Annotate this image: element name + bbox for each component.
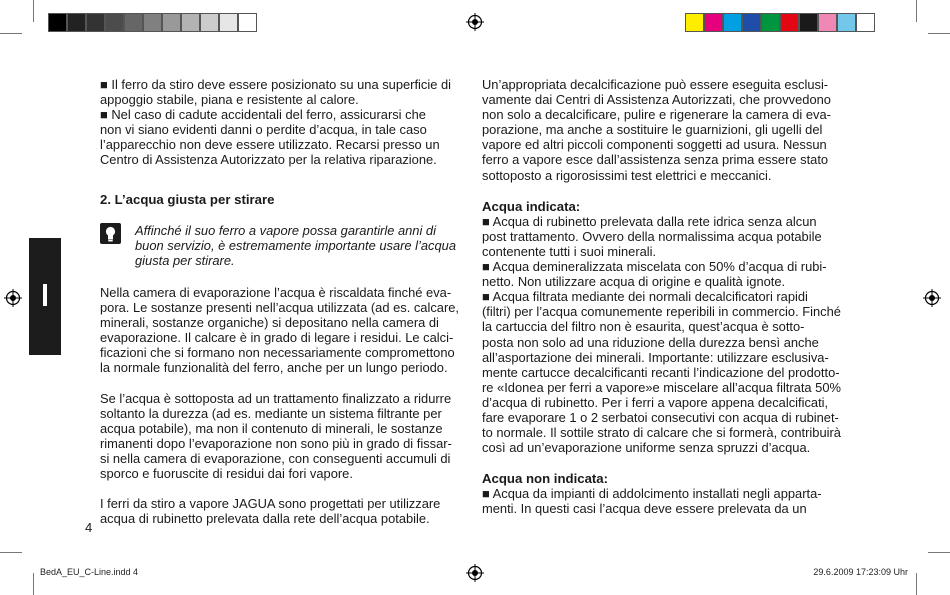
tab-bar-glyph	[43, 284, 47, 306]
text-line: vamente dai Centri di Assistenza Autorizzati, che provvedono	[482, 92, 831, 108]
text-line: vapore ed altri piccoli componenti soggetti ad usura. Nessun	[482, 137, 827, 153]
color-swatch	[48, 13, 67, 32]
text-line: buon servizio, è estremamente importante usare l’acqua	[135, 237, 457, 253]
color-calibration-strip	[685, 13, 875, 32]
text-line: (filtri) per l’acqua comunemente reperibili in commercio. Finché	[482, 304, 841, 320]
intro-paragraph	[100, 77, 470, 168]
registration-mark-icon	[466, 13, 484, 31]
crop-mark	[33, 0, 34, 22]
text-line: sottoposto a rigorosissimi test elettrici e meccanici.	[482, 167, 772, 183]
left-column	[100, 77, 470, 526]
crop-mark	[928, 552, 950, 553]
registration-mark-icon	[466, 564, 484, 582]
language-tab-marker	[29, 238, 61, 355]
text-line: così ad un’evaporazione uniforme senza spruzzi d’acqua.	[482, 440, 811, 456]
not-indicated-water-heading: Acqua non indicata:	[482, 471, 609, 487]
crop-mark	[916, 0, 917, 22]
text-line: rimanenti dopo l’evaporazione non sono più in grado di fissar-	[100, 435, 452, 451]
crop-mark	[0, 33, 22, 34]
color-swatch	[704, 13, 723, 32]
grayscale-calibration-strip	[48, 13, 257, 32]
right-column	[482, 77, 854, 517]
text-line: I ferri da stiro a vapore JAGUA sono progettati per utilizzare	[100, 496, 441, 512]
text-line: giusta per stirare.	[135, 252, 235, 268]
text-line: sporco e fuoruscite di residui dai fori vapore.	[100, 465, 353, 481]
indicated-water-heading: Acqua indicata:	[482, 198, 581, 214]
text-line: Un’appropriata decalcificazione può essere eseguita esclusi-	[482, 77, 829, 92]
text-line: all’asportazione dei minerali. Importante: utilizzare esclusiva-	[482, 349, 829, 365]
text-line: Se l’acqua è sottoposta ad un trattamento finalizzato a ridurre	[100, 390, 452, 406]
section-heading: 2. L’acqua giusta per stirare	[100, 191, 275, 207]
color-swatch	[742, 13, 761, 32]
text-line: re «Idonea per ferri a vapore»e miscelare all’acqua filtrata 50%	[482, 379, 841, 395]
text-line: ■ Acqua di rubinetto prelevata dalla rete idrica senza alcun	[482, 213, 817, 229]
text-line: evaporazione. Il calcare è in grado di legare i residui. Le calci-	[100, 330, 454, 346]
text-line: ferro a vapore esce dall’assistenza senza prima essere stato	[482, 152, 829, 168]
color-swatch	[238, 13, 257, 32]
color-swatch	[181, 13, 200, 32]
footer-file-name: BedA_EU_C-Line.indd 4	[40, 567, 139, 577]
color-swatch	[837, 13, 856, 32]
text-line: contenente tutti i suoi minerali.	[482, 243, 657, 259]
tip-text	[100, 223, 470, 268]
color-swatch	[723, 13, 742, 32]
treatment-paragraph	[100, 391, 470, 482]
page-number: 4	[85, 520, 93, 535]
text-line: posta non solo ad una riduzione della durezza bensì anche	[482, 334, 819, 350]
footer-timestamp: 29.6.2009 17:23:09 Uhr	[813, 567, 908, 577]
text-line: la normale funzionalità del ferro, anche per un lungo periodo.	[100, 360, 448, 376]
text-line: porazione, ma anche a sostituire le guarnizioni, gli ugelli del	[482, 122, 823, 138]
color-swatch	[856, 13, 875, 32]
text-line: acqua potabile), ma non il contenuto di minerali, le sostanze	[100, 420, 443, 436]
text-line: pora. Le sostanze presenti nell’acqua utilizzata (ad es. calcare,	[100, 300, 459, 316]
indicated-water-list	[482, 214, 854, 456]
color-swatch	[86, 13, 105, 32]
color-swatch	[124, 13, 143, 32]
crop-mark	[0, 552, 22, 553]
color-swatch	[67, 13, 86, 32]
color-swatch	[105, 13, 124, 32]
text-line: ■ Acqua demineralizzata miscelata con 50% d’acqua di rubi-	[482, 259, 827, 275]
color-swatch	[761, 13, 780, 32]
crop-mark	[33, 573, 34, 595]
text-line: fare evaporare 1 o 2 serbatoi consecutivi con acqua di rubinet-	[482, 409, 839, 425]
color-swatch	[219, 13, 238, 32]
color-swatch	[780, 13, 799, 32]
text-line: menti. In questi casi l’acqua deve essere prelevata da un	[482, 501, 807, 517]
registration-mark-icon	[923, 289, 941, 307]
text-line: Centro di Assistenza Autorizzato per la relativa riparazione.	[100, 152, 437, 168]
tip-box	[100, 223, 470, 268]
text-line: si nella camera di evaporazione, con conseguenti accumuli di	[100, 450, 451, 466]
color-swatch	[818, 13, 837, 32]
text-line: post trattamento. Ovvero della normalissima acqua potabile	[482, 228, 822, 244]
text-line: Affinché il suo ferro a vapore possa garantirle anni di	[135, 222, 436, 238]
text-line: Nella camera di evaporazione l’acqua è riscaldata finché eva-	[100, 284, 452, 300]
text-line: netto. Non utilizzare acqua di origine e qualità ignote.	[482, 274, 786, 290]
text-line: acqua di rubinetto prelevata dalla rete dell’acqua potabile.	[100, 511, 430, 527]
text-line: non solo a decalcificare, pulire e rigenerare la camera di eva-	[482, 107, 831, 123]
crop-mark	[916, 573, 917, 595]
text-line: soltanto la durezza (ad es. mediante un sistema filtrante per	[100, 405, 442, 421]
crop-mark	[928, 33, 950, 34]
descaling-paragraph	[482, 77, 854, 183]
text-line: to normale. Il sottile strato di calcare che si formerà, contribuirà	[482, 425, 841, 441]
text-line: ficazioni che si formano non necessariamente compromettono	[100, 345, 455, 361]
color-swatch	[799, 13, 818, 32]
text-line: la cartuccia del filtro non è esaurita, quest’acqua è sotto-	[482, 319, 805, 335]
not-indicated-water-list	[482, 486, 854, 516]
text-line: mente cartucce decalcificanti recanti l’indicazione del prodotto-	[482, 364, 840, 380]
text-line: appoggio stabile, piana e resistente al calore.	[100, 92, 359, 108]
text-line: ■ Nel caso di cadute accidentali del ferro, assicurarsi che	[100, 107, 426, 123]
text-line: non vi siano evidenti danni o perdite d’acqua, in tale caso	[100, 122, 427, 138]
text-line: ■ Acqua da impianti di addolcimento installati negli apparta-	[482, 486, 822, 502]
text-line: d’acqua di rubinetto. Per i ferri a vapore appena decalcificati,	[482, 394, 829, 410]
registration-mark-icon	[4, 289, 22, 307]
jagua-paragraph	[100, 496, 470, 526]
lightbulb-icon	[100, 223, 121, 244]
color-swatch	[162, 13, 181, 32]
color-swatch	[685, 13, 704, 32]
text-line: ■ Acqua filtrata mediante dei normali decalcificatori rapidi	[482, 289, 808, 305]
color-swatch	[200, 13, 219, 32]
text-line: l’apparecchio non deve essere utilizzato. Recarsi presso un	[100, 137, 440, 153]
text-line: minerali, sostanze organiche) si depositano nella camera di	[100, 315, 439, 331]
evaporation-paragraph	[100, 285, 470, 376]
text-line: ■ Il ferro da stiro deve essere posizionato su una superficie di	[100, 77, 452, 92]
color-swatch	[143, 13, 162, 32]
